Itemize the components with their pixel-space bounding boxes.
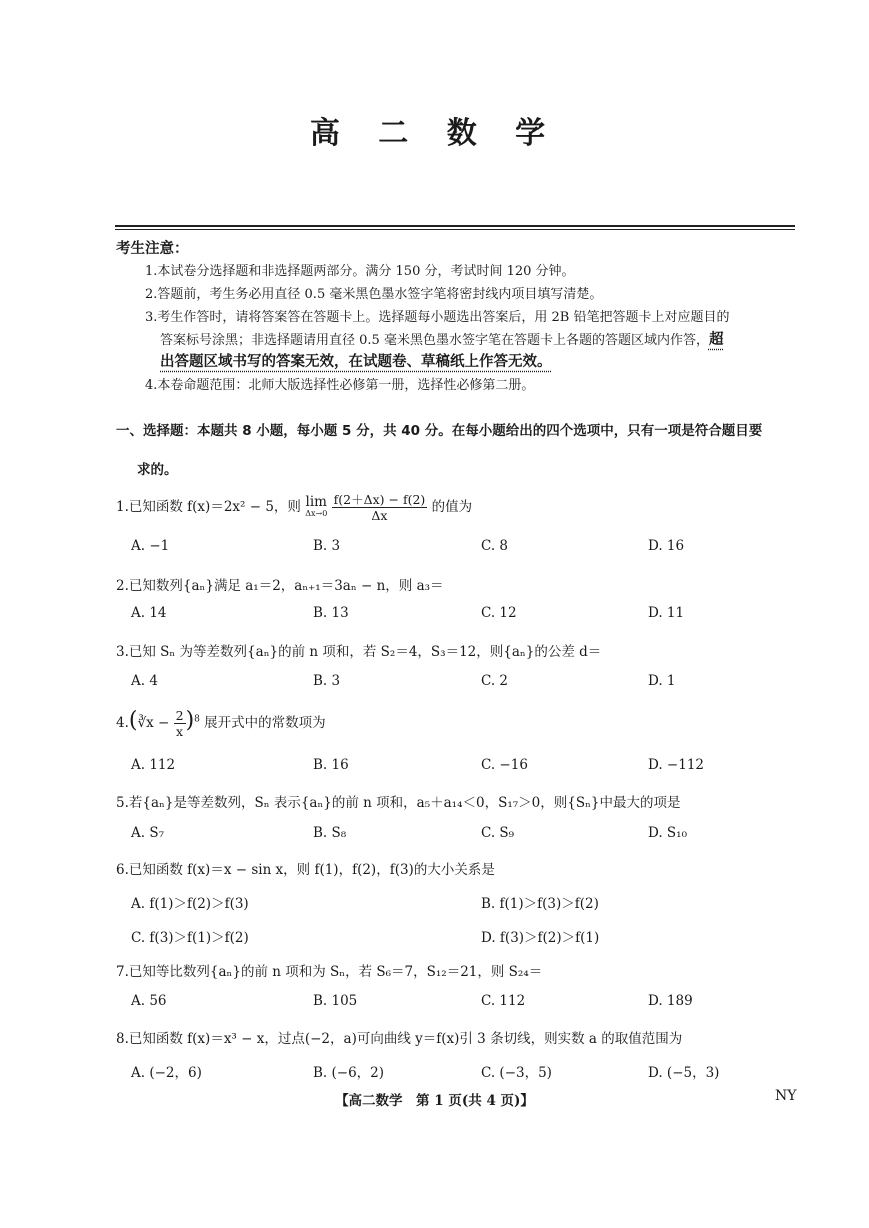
q5-option-d[interactable]: D. S₁₀ xyxy=(648,825,687,841)
question-7-stem: 7.已知等比数列{aₙ}的前 n 项和为 Sₙ，若 S₆＝7，S₁₂＝21，则 S₂₄＝ xyxy=(116,964,543,980)
lim-subscript: Δx→0 xyxy=(305,508,328,518)
header-rule xyxy=(115,225,795,227)
q7-option-c[interactable]: C. 112 xyxy=(481,993,526,1009)
q5-option-b[interactable]: B. S₈ xyxy=(313,825,347,841)
q4-paren-open: ( xyxy=(128,708,138,733)
q1-stem-post: 的值为 xyxy=(431,499,473,515)
section-heading: 一、选择题：本题共 8 小题，每小题 5 分，共 40 分。在每小题给出的四个选项中，只有一项是符合题目要 xyxy=(116,423,763,439)
notice-item: 1.本试卷分选择题和非选择题两部分。满分 150 分，考试时间 120 分钟。 xyxy=(145,264,575,279)
q4-option-b[interactable]: B. 16 xyxy=(313,757,349,773)
q6-option-a[interactable]: A. f(1)＞f(2)＞f(3) xyxy=(131,896,249,912)
q6-option-c[interactable]: C. f(3)＞f(1)＞f(2) xyxy=(131,930,249,946)
q4-minus: − xyxy=(153,715,174,731)
question-5-stem: 5.若{aₙ}是等差数列，Sₙ 表示{aₙ}的前 n 项和，a₅＋a₁₄＜0，S₁₇＞0，则{Sₙ}中最大的项是 xyxy=(116,795,681,811)
question-6-stem: 6.已知函数 f(x)＝x − sin x，则 f(1)，f(2)，f(3)的大小关系是 xyxy=(116,862,495,878)
page-title: 高 二 数 学 xyxy=(309,116,560,151)
notice-item: 2.答题前，考生务必用直径 0.5 毫米黑色墨水签字笔将密封线内项目填写清楚。 xyxy=(145,287,603,302)
q6-option-d[interactable]: D. f(3)＞f(2)＞f(1) xyxy=(481,930,600,946)
q4-option-a[interactable]: A. 112 xyxy=(131,757,176,773)
q4-number: 4. xyxy=(116,715,129,731)
notice-warning-start: 超 xyxy=(708,332,724,348)
q4-cube-root: ∛x xyxy=(137,715,154,731)
q3-option-b[interactable]: B. 3 xyxy=(313,673,341,689)
q1-stem-pre: 1.已知函数 f(x)＝2x² − 5，则 xyxy=(116,499,301,515)
q7-option-b[interactable]: B. 105 xyxy=(313,993,358,1009)
q1-denominator: Δx xyxy=(371,508,388,523)
q4-exponent: 8 xyxy=(194,714,200,725)
paper-code: NY xyxy=(775,1088,797,1104)
q3-option-d[interactable]: D. 1 xyxy=(648,673,676,689)
q2-option-c[interactable]: C. 12 xyxy=(481,605,517,621)
q8-option-c[interactable]: C. (−3，5) xyxy=(481,1065,552,1081)
q4-option-c[interactable]: C. −16 xyxy=(481,757,528,773)
question-1-stem xyxy=(116,492,472,523)
q4-paren-close: ) xyxy=(185,708,195,733)
q4-option-d[interactable]: D. −112 xyxy=(648,757,705,773)
q7-option-d[interactable]: D. 189 xyxy=(648,993,693,1009)
q2-option-b[interactable]: B. 13 xyxy=(313,605,349,621)
notice-item: 4.本卷命题范围：北师大版选择性必修第一册，选择性必修第二册。 xyxy=(145,378,535,393)
q5-option-a[interactable]: A. S₇ xyxy=(131,825,164,841)
header-rule-thin xyxy=(115,229,795,230)
q1-option-c[interactable]: C. 8 xyxy=(481,538,509,554)
q3-option-c[interactable]: C. 2 xyxy=(481,673,509,689)
q4-stem-post: 展开式中的常数项为 xyxy=(199,715,326,731)
q1-option-d[interactable]: D. 16 xyxy=(648,538,685,554)
q8-option-a[interactable]: A. (−2，6) xyxy=(131,1065,202,1081)
q4-numerator: 2 xyxy=(175,708,184,723)
q2-option-a[interactable]: A. 14 xyxy=(131,605,167,621)
q8-option-d[interactable]: D. (−5，3) xyxy=(648,1065,720,1081)
question-8-stem: 8.已知函数 f(x)＝x³ − x，过点(−2，a)可向曲线 y＝f(x)引 3 条切线，则实数 a 的取值范围为 xyxy=(116,1031,683,1047)
q4-fraction xyxy=(174,708,186,739)
notice-item-text: 答案标号涂黑；非选择题请用直径 0.5 毫米黑色墨水签字笔在答题卡上各题的答题区域内作答， xyxy=(160,333,709,348)
notice-warning: 出答题区域书写的答案无效，在试题卷、草稿纸上作答无效。 xyxy=(160,354,552,370)
q5-option-c[interactable]: C. S₉ xyxy=(481,825,515,841)
section-heading-cont: 求的。 xyxy=(137,462,178,478)
notice-heading: 考生注意： xyxy=(116,241,189,257)
lim-text: lim xyxy=(305,493,327,510)
q1-fraction xyxy=(332,492,428,523)
notice-item: 3.考生作答时，请将答案答在答题卡上。选择题每小题选出答案后，用 2B 铅笔把答题卡上对应题目的 xyxy=(145,310,730,325)
q2-option-d[interactable]: D. 11 xyxy=(648,605,685,621)
question-3-stem: 3.已知 Sₙ 为等差数列{aₙ}的前 n 项和，若 S₂＝4，S₃＝12，则{aₙ}的公差 d＝ xyxy=(116,644,602,660)
page-footer: 【高二数学 第 1 页(共 4 页)】 xyxy=(335,1093,534,1109)
q1-option-a[interactable]: A. −1 xyxy=(131,538,170,554)
question-4-stem xyxy=(116,708,326,739)
q1-option-b[interactable]: B. 3 xyxy=(313,538,341,554)
notice-warning-line xyxy=(160,350,552,371)
q8-option-b[interactable]: B. (−6，2) xyxy=(313,1065,385,1081)
q1-numerator: f(2＋Δx) − f(2) xyxy=(333,492,426,507)
q4-denominator: x xyxy=(176,724,184,739)
q3-option-a[interactable]: A. 4 xyxy=(131,673,158,689)
limit-expression xyxy=(305,493,328,520)
notice-item-continued xyxy=(160,328,723,349)
q7-option-a[interactable]: A. 56 xyxy=(131,993,167,1009)
q6-option-b[interactable]: B. f(1)＞f(3)＞f(2) xyxy=(481,896,599,912)
question-2-stem: 2.已知数列{aₙ}满足 a₁＝2，aₙ₊₁＝3aₙ − n，则 a₃＝ xyxy=(116,578,444,594)
